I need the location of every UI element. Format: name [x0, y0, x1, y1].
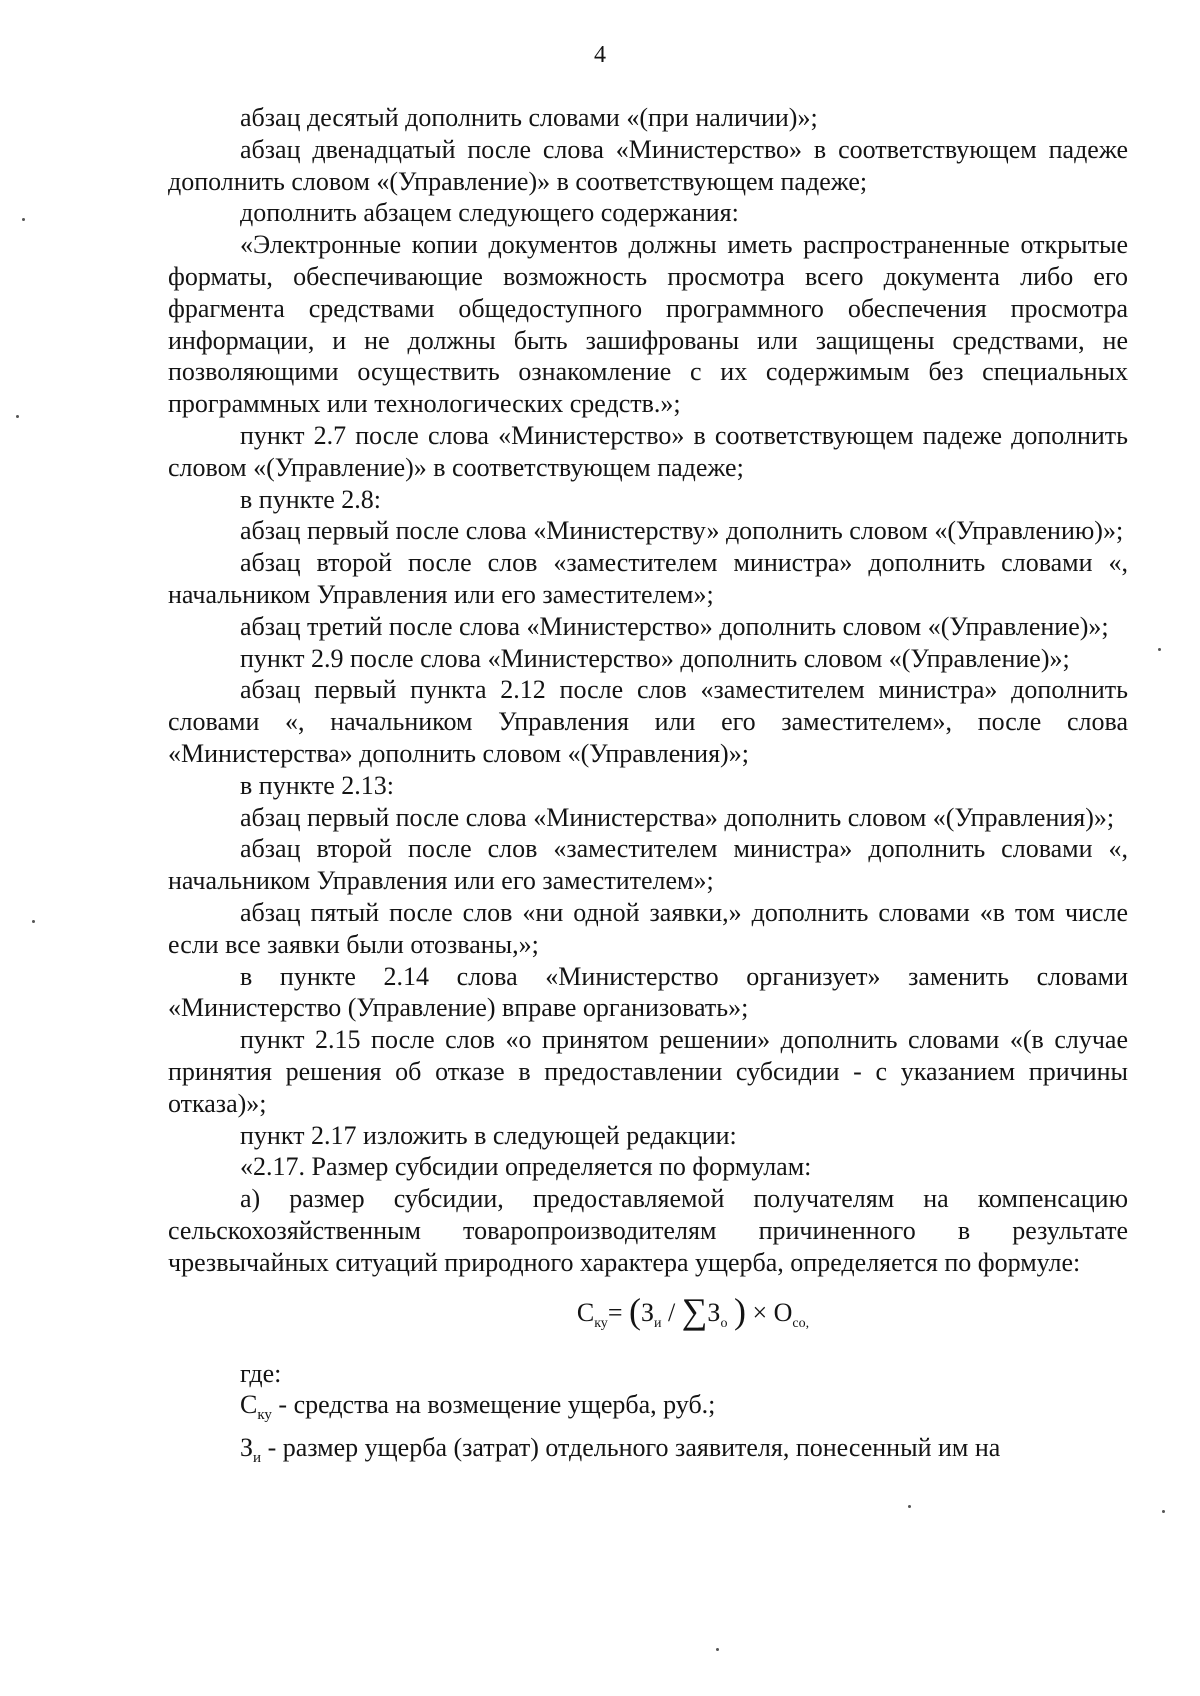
paragraph: абзац первый пункта 2.12 после слов «заместителем министра» дополнить словами «, начальником Управления или его заместителем», после слова «Министерства» дополнить словом «(Управления)»;	[168, 675, 1128, 768]
paragraph: абзац второй после слов «заместителем министра» дополнить словами «, начальником Управления или его заместителем»;	[168, 548, 1128, 609]
definition-text: - средства на возмещение ущерба, руб.;	[271, 1390, 716, 1420]
scan-speck	[32, 920, 35, 923]
scan-speck	[22, 218, 25, 221]
paragraph: абзац первый после слова «Министерства» дополнить словом «(Управления)»;	[240, 802, 1115, 832]
formula-denominator: З	[707, 1298, 721, 1328]
formula-comma: ,	[805, 1316, 810, 1332]
paragraph: абзац третий после слова «Министерство» дополнить словом «(Управление)»;	[240, 611, 1109, 641]
formula-lhs: С	[576, 1298, 595, 1328]
definition-symbol: З	[240, 1433, 254, 1463]
paragraph: «2.17. Размер субсидии определяется по формулам:	[240, 1152, 812, 1182]
definition-symbol: С	[240, 1390, 258, 1420]
formula-numerator: З	[640, 1298, 655, 1328]
scan-speck	[1158, 648, 1161, 651]
formula-denominator-sub: о	[720, 1316, 728, 1332]
scan-speck	[716, 1648, 719, 1651]
paragraph: абзац второй после слов «заместителем министра» дополнить словами «, начальником Управления или его заместителем»;	[168, 834, 1128, 896]
formula-lhs-sub: ку	[594, 1316, 608, 1332]
definition-line	[168, 1389, 1128, 1432]
paragraph: пункт 2.17 изложить в следующей редакции:	[240, 1120, 737, 1150]
formula-equals: =	[607, 1298, 623, 1328]
paragraph: абзац двенадцатый после слова «Министерство» в соответствующем падеже дополнить словом «(Управление)» в соответствующем падеже;	[168, 134, 1128, 196]
paragraph: абзац первый после слова «Министерству» дополнить словом «(Управлению)»;	[240, 516, 1124, 546]
formula-slash: /	[668, 1298, 676, 1328]
scan-speck	[1162, 1510, 1165, 1513]
paragraph: пункт 2.7 после слова «Министерство» в соответствующем падеже дополнить словом «(Управление)» в соответствующем падеже;	[168, 420, 1128, 482]
paragraph: а) размер субсидии, предоставляемой получателям на компенсацию сельскохозяйственным товаропроизводителям причиненного в результате чрезвычайных ситуаций природного характера ущерба, определяется по формуле:	[168, 1184, 1128, 1277]
paragraph: в пункте 2.14 слова «Министерство организует» заменить словами «Министерство (Управление) вправе организовать»;	[168, 961, 1128, 1023]
definition-symbol-sub: ку	[257, 1407, 272, 1424]
definition-symbol-sub: и	[253, 1450, 262, 1467]
definition-text: - размер ущерба (затрат) отдельного заявителя, понесенный им на	[261, 1433, 1001, 1463]
scan-speck	[16, 415, 19, 418]
paragraph: в пункте 2.8:	[240, 484, 382, 514]
page-number: 4	[594, 42, 606, 68]
formula-numerator-sub: и	[654, 1316, 662, 1332]
definition-line	[168, 1432, 1128, 1475]
paragraph: в пункте 2.13:	[240, 770, 395, 800]
document-body	[168, 102, 1128, 1475]
paragraph: пункт 2.15 после слов «о принятом решении» дополнить словами «(в случае принятия решения об отказе в предоставлении субсидии - с указанием причины отказа)»;	[168, 1025, 1128, 1118]
formula-factor-sub: со	[792, 1316, 806, 1332]
paragraph: абзац пятый после слов «ни одной заявки,» дополнить словами «в том числе если все заявки были отозваны,»;	[168, 897, 1128, 959]
formula-left-paren: (	[628, 1291, 641, 1332]
paragraph: пункт 2.9 после слова «Министерство» дополнить словом «(Управление)»;	[240, 643, 1070, 673]
paragraph-quoted-insert: «Электронные копии документов должны иметь распространенные открытые форматы, обеспечивающие возможность просмотра всего документа либо его фрагмента средствами общедоступного программного обеспечения просмотра информации, и не должны быть зашифрованы или защищены средствами, не позволяющими осуществить ознакомление с их содержимым без специальных программных или технологических средств.»;	[168, 230, 1128, 419]
sum-symbol-icon: ∑	[681, 1291, 708, 1332]
subsidy-formula	[168, 1288, 1128, 1347]
formula-right-paren: )	[733, 1291, 746, 1332]
scan-speck	[908, 1505, 911, 1508]
paragraph: дополнить абзацем следующего содержания:	[240, 198, 739, 228]
paragraph: абзац десятый дополнить словами «(при наличии)»;	[240, 103, 818, 132]
formula-factor: О	[773, 1298, 793, 1328]
formula-times: ×	[752, 1298, 768, 1328]
where-label: где:	[240, 1358, 282, 1388]
